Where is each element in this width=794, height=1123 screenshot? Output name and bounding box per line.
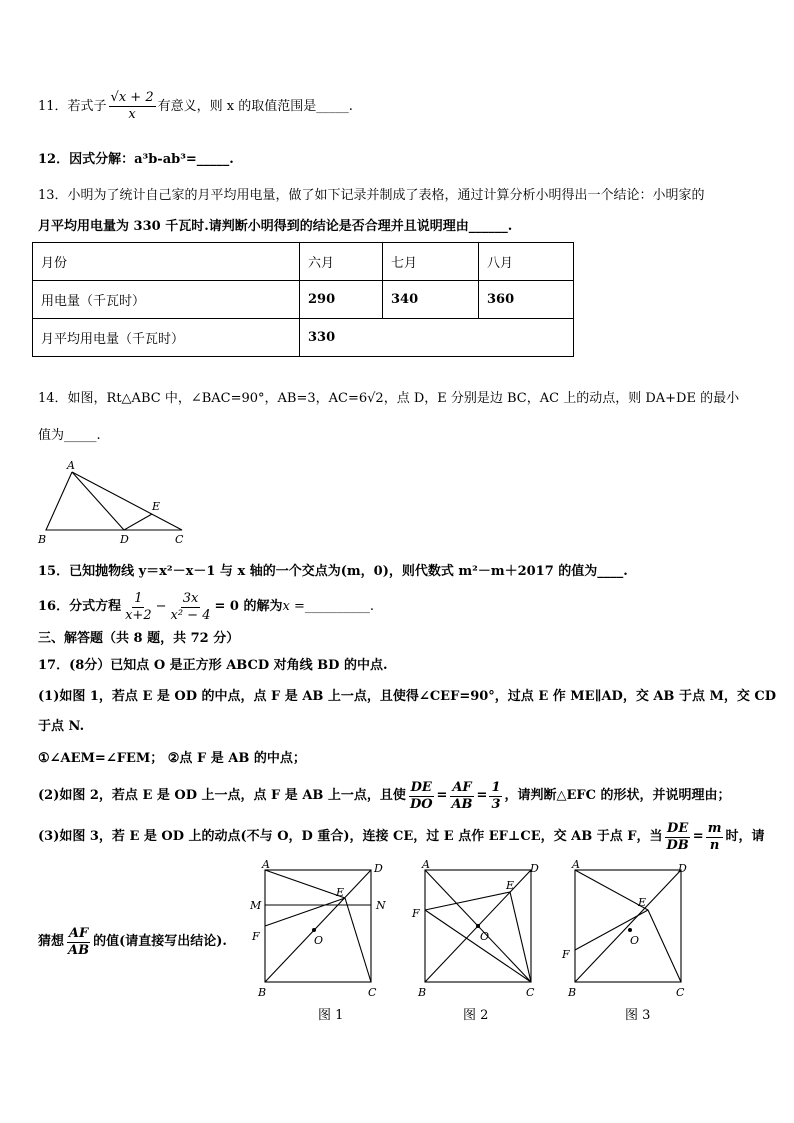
frac-num: m bbox=[707, 820, 722, 836]
label-o: O bbox=[314, 934, 324, 947]
label-d: D bbox=[678, 862, 687, 875]
figure-1 bbox=[248, 860, 398, 1002]
label-b: B bbox=[418, 986, 427, 999]
diagonal-bd bbox=[265, 870, 371, 982]
label-c: C bbox=[676, 986, 685, 999]
caption-figure-2: 图 2 bbox=[463, 1008, 489, 1023]
label-e: E bbox=[506, 879, 515, 892]
q15-end: . bbox=[623, 564, 628, 579]
q14-text: 14．如图，Rt△ABC 中，∠BAC=90°，AB=3，AC=6 bbox=[38, 391, 368, 406]
q16-fraction-2 bbox=[169, 591, 213, 624]
label-b: B bbox=[38, 533, 47, 546]
table-cell: 八月 bbox=[479, 243, 574, 281]
label-b: B bbox=[258, 986, 267, 999]
label-f: F bbox=[562, 948, 570, 961]
q15-blank: ____ bbox=[597, 564, 624, 579]
q16-var: x = bbox=[282, 599, 305, 614]
label-n: N bbox=[376, 899, 386, 912]
table-cell: 330 bbox=[300, 319, 574, 357]
table-cell: 月份 bbox=[33, 243, 300, 281]
q13-line2-text: 月平均用电量为 330 千瓦时.请判断小明得到的结论是否合理并且说明理由 bbox=[38, 219, 469, 234]
q17-p2-frac-1 bbox=[408, 780, 435, 813]
frac-den: 3 bbox=[491, 796, 501, 812]
question-13-line2 bbox=[38, 218, 512, 236]
figure-2 bbox=[408, 860, 548, 1002]
q17-part2 bbox=[38, 776, 731, 816]
q17-part1-b: 于点 N. bbox=[38, 719, 85, 734]
q17-p3-frac-1 bbox=[665, 821, 691, 854]
table-row bbox=[33, 243, 574, 281]
label-a: A bbox=[67, 459, 75, 472]
frac-num: DE bbox=[410, 779, 432, 795]
question-16 bbox=[38, 590, 374, 624]
q17-title: 17．(8分）已知点 O 是正方形 ABCD 对角线 BD 的中点. bbox=[38, 658, 388, 673]
figure-3 bbox=[558, 860, 698, 1002]
label-c: C bbox=[526, 986, 535, 999]
table-row bbox=[33, 319, 574, 357]
frac-den: DB bbox=[666, 837, 689, 853]
question-14-line1 bbox=[38, 390, 739, 408]
electricity-table bbox=[32, 242, 574, 357]
question-13-line1: 13．小明为了统计自己家的月平均用电量，做了如下记录并制成了表格，通过计算分析小明得出一个结论：小明家的 bbox=[38, 188, 705, 203]
q11-frac-den: x bbox=[128, 107, 136, 122]
point-o bbox=[628, 928, 632, 932]
frac-num: DE bbox=[667, 820, 689, 836]
q17-p2-eq1: = bbox=[436, 788, 448, 803]
q11-frac-num: √x + 2 bbox=[110, 90, 154, 105]
q13-end: . bbox=[507, 219, 513, 234]
segment-fe bbox=[425, 892, 510, 910]
table-cell: 290 bbox=[300, 281, 383, 319]
question-11 bbox=[38, 90, 353, 123]
q11-fraction bbox=[109, 90, 156, 123]
q17-p3b-frac bbox=[66, 926, 91, 959]
table-cell: 360 bbox=[479, 281, 574, 319]
q12-end: . bbox=[229, 152, 234, 167]
q17-p2-eq2: = bbox=[476, 788, 488, 803]
q16-eq: = 0 的解为 bbox=[214, 599, 283, 614]
q17-p3-post: 时，请 bbox=[725, 829, 765, 844]
segment-de bbox=[124, 514, 152, 530]
frac-num: 1 bbox=[134, 590, 143, 606]
label-c: C bbox=[175, 533, 184, 546]
label-f: F bbox=[412, 907, 420, 920]
caption-figure-1: 图 1 bbox=[318, 1008, 344, 1023]
q11-middle: 有意义，则 x 的取值范围是 bbox=[157, 99, 317, 114]
q17-p2-frac-3 bbox=[489, 780, 502, 813]
segment-ec bbox=[345, 898, 371, 982]
question-15 bbox=[38, 563, 628, 581]
frac-num: AF bbox=[68, 925, 89, 941]
q16-minus: − bbox=[155, 599, 167, 614]
table-cell: 340 bbox=[383, 281, 479, 319]
q11-blank: _____ bbox=[316, 99, 349, 114]
label-c: C bbox=[368, 986, 377, 999]
q12-blank: _____ bbox=[196, 152, 230, 167]
label-e: E bbox=[336, 886, 345, 899]
triangle-abc bbox=[46, 472, 182, 530]
point-o bbox=[476, 924, 480, 928]
q14-sqrt: √2 bbox=[367, 391, 384, 406]
q11-prefix: 11．若式子 bbox=[38, 99, 107, 114]
segment-ec bbox=[510, 892, 531, 982]
table-cell: 六月 bbox=[300, 243, 383, 281]
segment-fc bbox=[425, 910, 531, 982]
label-e: E bbox=[152, 500, 161, 513]
q17-part3-b bbox=[38, 922, 227, 962]
segment-ad bbox=[72, 472, 124, 530]
label-b: B bbox=[568, 986, 577, 999]
q12-text: 12．因式分解：a³b-ab³= bbox=[38, 152, 197, 167]
q17-p3b-pre: 猜想 bbox=[38, 934, 65, 949]
label-d: D bbox=[120, 533, 129, 546]
q16-fraction-1 bbox=[123, 591, 154, 624]
frac-num: 1 bbox=[491, 779, 501, 795]
q14-blank: _____ bbox=[64, 428, 97, 443]
q13-blank: ______ bbox=[468, 219, 508, 234]
question-14-line2 bbox=[38, 427, 101, 445]
q14-end: . bbox=[96, 428, 101, 443]
table-row bbox=[33, 281, 574, 319]
label-d: D bbox=[374, 862, 383, 875]
frac-num: AF bbox=[452, 779, 472, 795]
q17-part3 bbox=[38, 817, 764, 857]
frac-num: 3x bbox=[182, 590, 199, 606]
section-header: 三、解答题（共 8 题，共 72 分） bbox=[38, 631, 240, 646]
q17-p3-frac-2 bbox=[706, 821, 724, 854]
label-m: M bbox=[250, 899, 262, 912]
q16-end: . bbox=[369, 599, 374, 614]
q17-part1-a: (1)如图 1，若点 E 是 OD 的中点，点 F 是 AB 上一点，且使得∠CEF=90°，过点 E 作 ME∥AD，交 AB 于点 M，交 CD bbox=[38, 689, 777, 704]
segment-fe bbox=[265, 898, 345, 926]
caption-figure-3: 图 3 bbox=[625, 1008, 651, 1023]
q17-p3-eq: = bbox=[692, 829, 704, 844]
q16-blank: __________ bbox=[304, 599, 370, 614]
question-12 bbox=[38, 151, 234, 169]
frac-den: n bbox=[709, 837, 720, 853]
q17-p2-pre: (2)如图 2，若点 E 是 OD 上一点，点 F 是 AB 上一点，且使 bbox=[38, 788, 406, 803]
table-cell: 七月 bbox=[383, 243, 479, 281]
triangle-figure bbox=[34, 458, 194, 548]
frac-den: x+2 bbox=[125, 607, 152, 623]
q14-line2: 值为 bbox=[38, 428, 65, 443]
label-a: A bbox=[572, 860, 580, 871]
segment-ae bbox=[265, 870, 345, 898]
q17-p3b-post: 的值(请直接写出结论). bbox=[93, 934, 227, 949]
label-f: F bbox=[252, 930, 260, 943]
q16-prefix: 16．分式方程 bbox=[38, 599, 122, 614]
table-cell: 月平均用电量（千瓦时） bbox=[33, 319, 300, 357]
frac-den: AB bbox=[451, 796, 473, 812]
label-o: O bbox=[630, 934, 640, 947]
q14-text-b: ，点 D，E 分别是边 BC，AC 上的动点，则 DA+DE 的最小 bbox=[383, 391, 740, 406]
frac-den: DO bbox=[409, 796, 433, 812]
label-o: O bbox=[480, 930, 490, 943]
segment-ec bbox=[648, 910, 681, 982]
q11-end: . bbox=[348, 99, 353, 114]
table-cell: 用电量（千瓦时） bbox=[33, 281, 300, 319]
q17-p2-post: ，请判断△EFC 的形状，并说明理由； bbox=[504, 788, 731, 803]
frac-den: AB bbox=[68, 942, 90, 958]
diagonal-bd bbox=[575, 870, 681, 982]
q17-p2-frac-2 bbox=[449, 780, 474, 813]
frac-den: x² − 4 bbox=[170, 607, 211, 623]
point-o bbox=[312, 928, 316, 932]
label-d: D bbox=[530, 862, 539, 875]
q17-part1-c: ①∠AEM=∠FEM； ②点 F 是 AB 的中点； bbox=[38, 751, 306, 766]
label-a: A bbox=[262, 860, 270, 871]
q15-text: 15．已知抛物线 y＝x²－x－1 与 x 轴的一个交点为(m，0)，则代数式 m²－m＋2017 的值为 bbox=[38, 564, 598, 579]
label-e: E bbox=[638, 896, 647, 909]
q17-p3-pre: (3)如图 3，若 E 是 OD 上的动点(不与 O，D 重合)，连接 CE，过 E 点作 EF⊥CE，交 AB 于点 F，当 bbox=[38, 829, 663, 844]
label-a: A bbox=[422, 860, 430, 871]
